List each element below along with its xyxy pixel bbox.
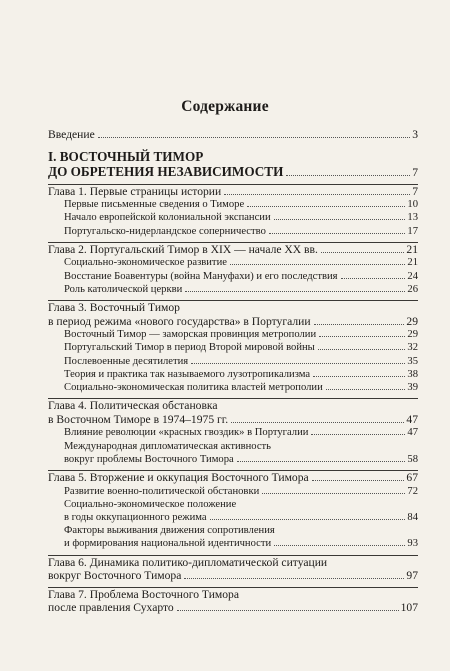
part-title-line-1: I. ВОСТОЧНЫЙ ТИМОР bbox=[48, 148, 204, 164]
toc-page-number: 26 bbox=[407, 283, 418, 295]
toc-chapter-6[interactable] bbox=[48, 556, 418, 583]
toc-section[interactable] bbox=[64, 426, 418, 439]
chapter-title: Глава 1. Первые страницы истории bbox=[48, 184, 222, 198]
chapter-title-line-2: в Восточном Тиморе в 1974–1975 гг. bbox=[48, 412, 229, 426]
toc-page-number: 97 bbox=[406, 569, 418, 583]
section-label: Роль католической церкви bbox=[64, 283, 183, 295]
toc-page-number: 21 bbox=[407, 257, 418, 269]
section-label-line-2: в годы оккупационного режима bbox=[64, 512, 207, 523]
dot-leader bbox=[314, 323, 405, 325]
toc-page-number: 72 bbox=[407, 485, 418, 497]
dot-leader bbox=[319, 335, 405, 337]
toc-section[interactable] bbox=[64, 256, 418, 269]
section-label: Теория и практика так называемого лузотропикализма bbox=[64, 368, 311, 380]
toc-page-number: 38 bbox=[407, 368, 418, 380]
toc-page-number: 29 bbox=[406, 314, 418, 328]
toc-page-number: 67 bbox=[406, 471, 418, 484]
dot-leader bbox=[247, 205, 405, 207]
dot-leader bbox=[210, 518, 406, 520]
toc-page-number: 7 bbox=[412, 165, 418, 179]
toc-page-number: 35 bbox=[407, 355, 418, 367]
section-label: Восточный Тимор — заморская провинция метрополии bbox=[64, 329, 317, 341]
section-label: Восстание Боавентуры (война Мануфахи) и его последствия bbox=[64, 270, 338, 282]
dot-leader bbox=[313, 375, 405, 377]
chapter-1-sections bbox=[48, 198, 418, 238]
section-label: Первые письменные сведения о Тиморе bbox=[64, 199, 245, 211]
toc-page-number: 32 bbox=[407, 342, 418, 354]
toc-page-number: 13 bbox=[407, 212, 418, 224]
toc-page-number: 47 bbox=[406, 412, 418, 426]
toc-page-number: 7 bbox=[412, 184, 418, 198]
dot-leader bbox=[269, 232, 406, 234]
section-label: Португальско-нидерландское соперничество bbox=[64, 225, 266, 237]
chapter-2-sections bbox=[48, 256, 418, 296]
dot-leader bbox=[237, 460, 406, 462]
dot-leader bbox=[311, 433, 405, 435]
toc-section[interactable] bbox=[64, 524, 418, 550]
section-label: Послевоенные десятилетия bbox=[64, 355, 189, 367]
chapter-title-line-2: вокруг Восточного Тимора bbox=[48, 569, 182, 583]
section-label: Начало европейской колониальной экспансии bbox=[64, 212, 271, 224]
toc-section[interactable] bbox=[64, 341, 418, 354]
toc-section[interactable] bbox=[64, 270, 418, 283]
dot-leader bbox=[224, 193, 410, 195]
toc-chapter-3[interactable] bbox=[48, 301, 418, 328]
dot-leader bbox=[184, 577, 404, 579]
page-title: Содержание bbox=[181, 98, 269, 115]
chapter-3-sections bbox=[48, 328, 418, 394]
toc-page-number: 21 bbox=[406, 242, 418, 256]
toc-chapter-1[interactable] bbox=[48, 185, 418, 199]
toc-section[interactable] bbox=[64, 328, 418, 341]
toc-chapter-5[interactable] bbox=[48, 471, 418, 485]
chapter-4-sections bbox=[48, 426, 418, 466]
toc-page-number: 29 bbox=[407, 329, 418, 341]
toc-page-number: 84 bbox=[407, 512, 418, 523]
dot-leader bbox=[318, 348, 406, 350]
chapter-title-line-1: Глава 3. Восточный Тимор bbox=[48, 301, 180, 314]
dot-leader bbox=[185, 290, 405, 292]
part-title-line-2: ДО ОБРЕТЕНИЯ НЕЗАВИСИМОСТИ bbox=[48, 163, 284, 179]
chapter-title: Глава 5. Вторжение и оккупация Восточного Тимора bbox=[48, 471, 309, 484]
toc-section[interactable] bbox=[64, 225, 418, 238]
toc-section[interactable] bbox=[64, 368, 418, 381]
toc-page-number: 17 bbox=[407, 225, 418, 237]
dot-leader bbox=[230, 263, 405, 265]
toc-page-number: 93 bbox=[407, 538, 418, 550]
toc-section[interactable] bbox=[64, 355, 418, 368]
toc-page-number: 10 bbox=[407, 199, 418, 211]
dot-leader bbox=[312, 479, 405, 481]
chapter-title-line-1: Глава 4. Политическая обстановка bbox=[48, 399, 218, 413]
toc-section[interactable] bbox=[64, 498, 418, 524]
toc-page-number: 3 bbox=[412, 128, 418, 141]
section-label: Португальский Тимор в период Второй мировой войны bbox=[64, 342, 315, 354]
table-of-contents bbox=[48, 128, 418, 615]
dot-leader bbox=[326, 388, 406, 390]
section-label-line-1: Факторы выживания движения сопротивления bbox=[64, 525, 275, 537]
section-label: Развитие военно-политической обстановки bbox=[64, 485, 260, 497]
toc-page-number: 39 bbox=[407, 382, 418, 393]
chapter-5-sections bbox=[48, 485, 418, 551]
dot-leader bbox=[274, 544, 405, 546]
toc-entry-label: Введение bbox=[48, 128, 95, 141]
dot-leader bbox=[177, 609, 399, 611]
chapter-title-line-1: Глава 7. Проблема Восточного Тимора bbox=[48, 587, 239, 601]
toc-chapter-4[interactable] bbox=[48, 399, 418, 426]
toc-part-1[interactable] bbox=[48, 149, 418, 180]
section-label-line-2: вокруг проблемы Восточного Тимора bbox=[64, 453, 234, 465]
section-label-line-1: Международная дипломатическая активность bbox=[64, 440, 272, 452]
section-label-line-2: и формирования национальной идентичности bbox=[64, 538, 272, 550]
dot-leader bbox=[231, 421, 404, 423]
toc-section[interactable] bbox=[64, 283, 418, 296]
dot-leader bbox=[286, 174, 410, 176]
section-label: Социально-экономическое развитие bbox=[64, 257, 227, 269]
section-label: Влияние революции «красных гвоздик» в Португалии bbox=[64, 427, 309, 439]
toc-section[interactable] bbox=[64, 381, 418, 394]
chapter-title-line-2: в период режима «нового государства» в Португалии bbox=[48, 314, 311, 328]
dot-leader bbox=[98, 136, 410, 138]
toc-section[interactable] bbox=[64, 485, 418, 498]
toc-chapter-7[interactable] bbox=[48, 588, 418, 615]
dot-leader bbox=[274, 218, 406, 220]
dot-leader bbox=[262, 492, 405, 494]
section-label: Социально-экономическая политика властей метрополии bbox=[64, 382, 323, 393]
chapter-title-line-2: после правления Сухарто bbox=[48, 601, 174, 615]
toc-page-number: 58 bbox=[407, 453, 418, 465]
dot-leader bbox=[341, 277, 406, 279]
section-label-line-1: Социально-экономическое положение bbox=[64, 498, 237, 510]
toc-page-number: 107 bbox=[400, 601, 418, 615]
toc-page-number: 47 bbox=[407, 427, 418, 439]
toc-section[interactable] bbox=[64, 440, 418, 466]
chapter-title-line-1: Глава 6. Динамика политико-дипломатической ситуации bbox=[48, 555, 328, 569]
dot-leader bbox=[321, 251, 405, 253]
toc-section[interactable] bbox=[64, 211, 418, 224]
dot-leader bbox=[191, 362, 405, 364]
toc-section[interactable] bbox=[64, 198, 418, 211]
chapter-title: Глава 2. Португальский Тимор в XIX — начале XX вв. bbox=[48, 242, 318, 256]
toc-entry-intro[interactable] bbox=[48, 128, 418, 142]
toc-page-number: 24 bbox=[407, 270, 418, 282]
toc-chapter-2[interactable] bbox=[48, 243, 418, 257]
